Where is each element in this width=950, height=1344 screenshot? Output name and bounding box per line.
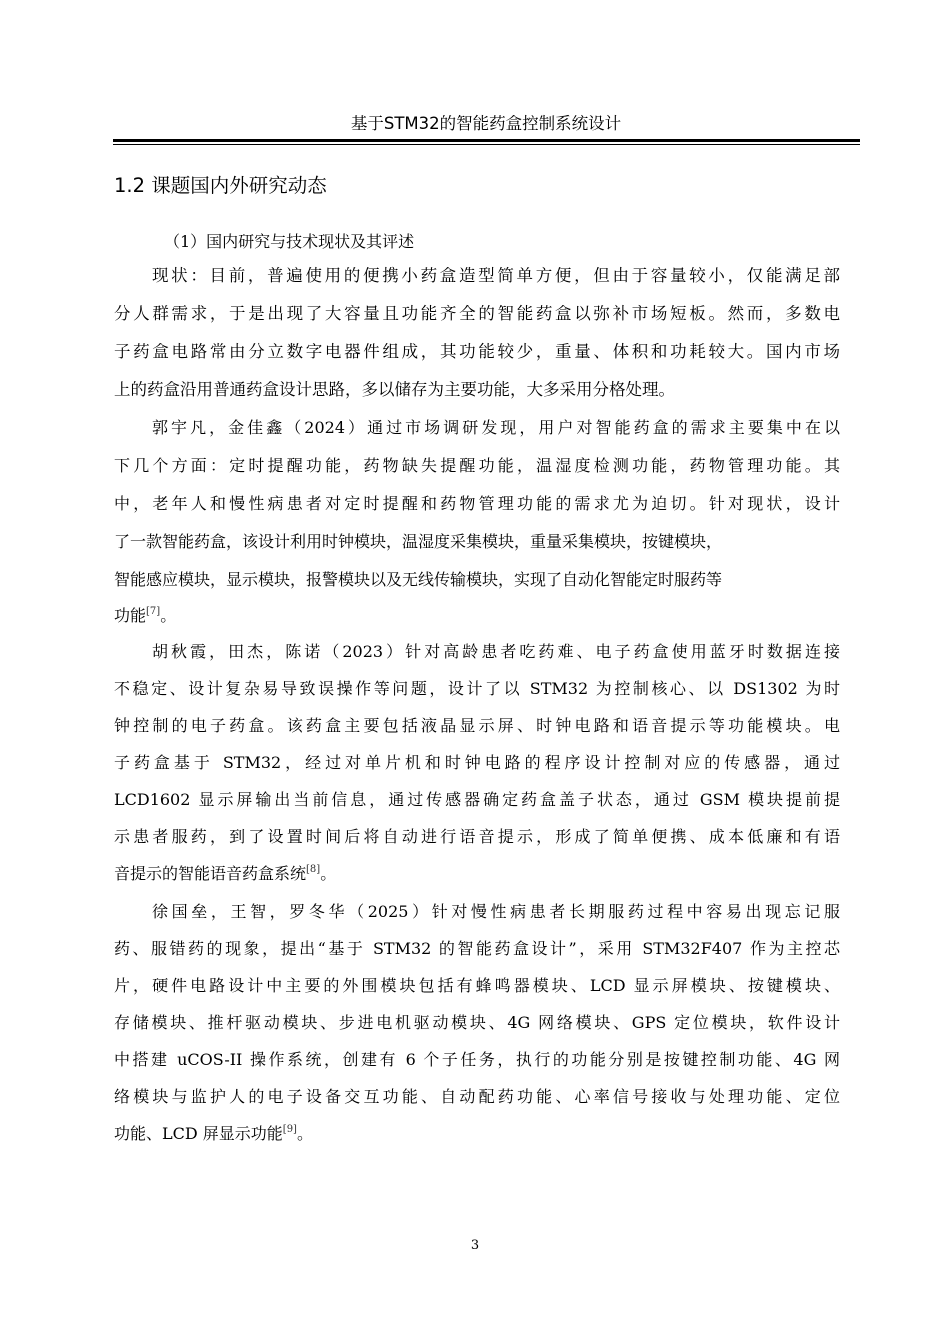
text-line: 上的药盒沿用普通药盒设计思路，多以储存为主要功能，大多采用分格处理。 [114,380,675,399]
text-line: 中搭建 uCOS-II 操作系统，创建有 6 个子任务，执行的功能分别是按键控制功能、4G 网 [114,1050,840,1069]
text-line: 分人群需求，于是出现了大容量且功能齐全的智能药盒以弥补市场短板。然而，多数电 [114,304,840,323]
text-line: 郭宇凡，金佳鑫（2024）通过市场调研发现，用户对智能药盒的需求主要集中在以 [152,418,840,437]
page-header-title: 基于STM32的智能药盒控制系统设计 [350,114,622,133]
text-line: 徐国垒，王智，罗冬华（2025）针对慢性病患者长期服药过程中容易出现忘记服 [152,902,840,921]
text-fragment: 。 [296,1124,313,1143]
sub-heading: （1）国内研究与技术现状及其评述 [164,232,415,251]
text-line [114,862,336,886]
text-line: 不稳定、设计复杂易导致误操作等问题，设计了以 STM32 为控制核心、以 DS1302 为时 [114,679,840,698]
text-line: 现状：目前，普遍使用的便携小药盒造型简单方便，但由于容量较小，仅能满足部 [152,266,840,285]
header-divider-thick [113,139,860,142]
text-fragment: 功能 [114,606,147,625]
text-fragment: 音提示的智能语音药盒系统 [114,864,307,883]
text-fragment: 。 [160,606,177,625]
citation-ref: [9] [282,1124,297,1135]
text-line: 了一款智能药盒，该设计利用时钟模块，温湿度采集模块，重量采集模块，按键模块， [114,532,723,551]
text-line: 药、服错药的现象，提出“基于 STM32 的智能药盒设计”，采用 STM32F407 作为主控芯 [114,939,840,958]
text-line [114,1122,313,1146]
text-line: 胡秋霞，田杰，陈诺（2023）针对高龄患者吃药难、电子药盒使用蓝牙时数据连接 [152,642,840,661]
text-line: 子药盒电路常由分立数字电器件组成，其功能较少，重量、体积和功耗较大。国内市场 [114,342,840,361]
text-line: 中，老年人和慢性病患者对定时提醒和药物管理功能的需求尤为迫切。针对现状，设计 [114,494,840,513]
text-line: 智能感应模块，显示模块，报警模块以及无线传输模块，实现了自动化智能定时服药等 [114,570,723,589]
text-line: 片，硬件电路设计中主要的外围模块包括有蜂鸣器模块、LCD 显示屏模块、按键模块、 [114,976,840,995]
citation-ref: [8] [306,864,321,875]
text-line: 下几个方面：定时提醒功能，药物缺失提醒功能，温湿度检测功能，药物管理功能。其 [114,456,840,475]
page-number: 3 [470,1238,480,1253]
text-line: 示患者服药，到了设置时间后将自动进行语音提示，形成了简单便携、成本低廉和有语 [114,827,840,846]
text-fragment: 功能、LCD 屏显示功能 [114,1124,283,1143]
text-fragment: 。 [320,864,337,883]
section-heading: 1.2 课题国内外研究动态 [114,174,327,197]
text-line: 络模块与监护人的电子设备交互功能、自动配药功能、心率信号接收与处理功能、定位 [114,1087,840,1106]
citation-ref: [7] [146,606,161,617]
text-line: 钟控制的电子药盒。该药盒主要包括液晶显示屏、时钟电路和语音提示等功能模块。电 [114,716,840,735]
header-divider-thin [113,144,860,145]
text-line: 子药盒基于 STM32，经过对单片机和时钟电路的程序设计控制对应的传感器，通过 [114,753,840,772]
text-line [114,604,176,628]
text-line: LCD1602 显示屏输出当前信息，通过传感器确定药盒盖子状态，通过 GSM 模块提前提 [114,790,840,809]
text-line: 存储模块、推杆驱动模块、步进电机驱动模块、4G 网络模块、GPS 定位模块，软件设计 [114,1013,840,1032]
